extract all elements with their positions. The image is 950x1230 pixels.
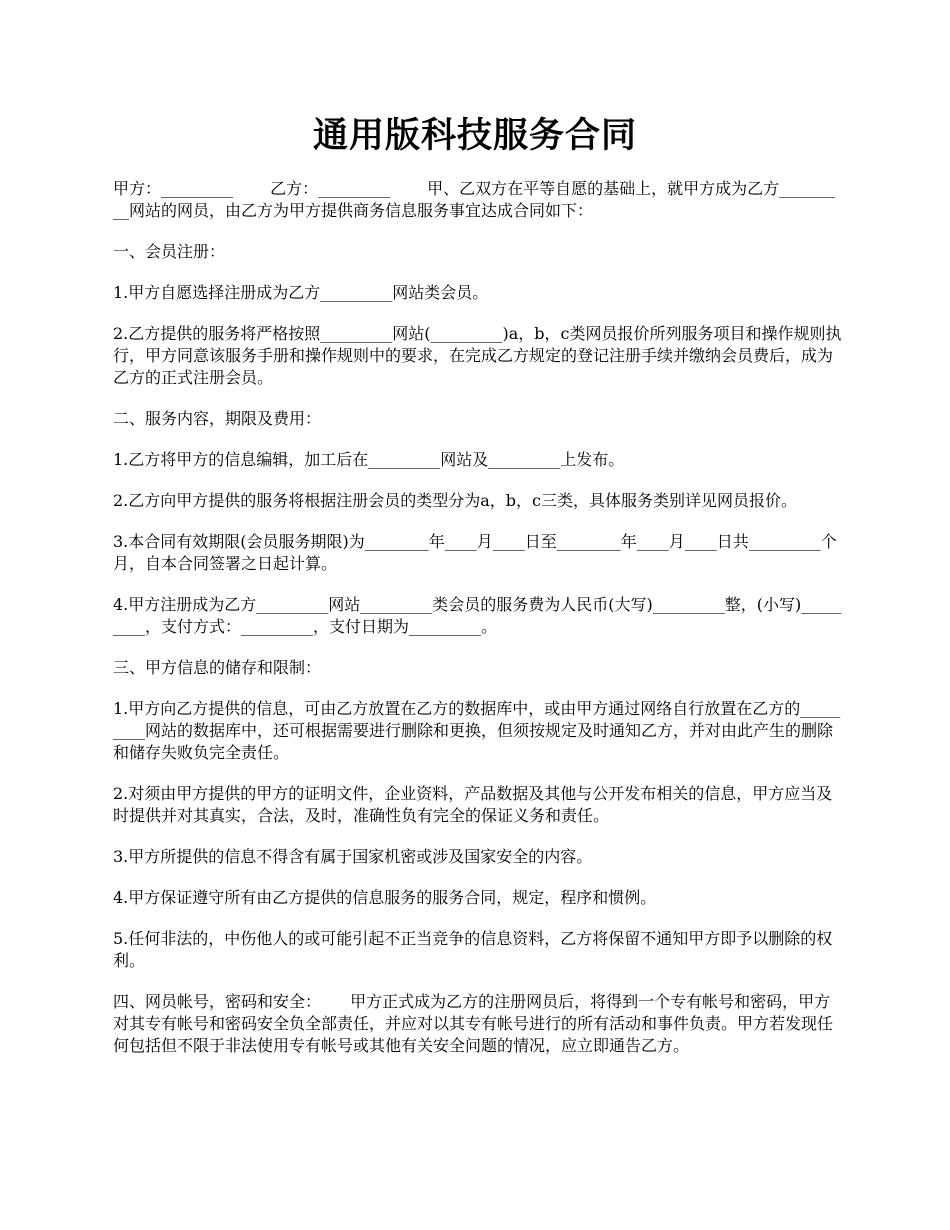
paragraph-3-2: 2.对须由甲方提供的甲方的证明文件，企业资料，产品数据及其他与公开发布相关的信息，甲方应当及时提供并对其真实，合法，及时，准确性负有完全的保证义务和责任。: [113, 784, 833, 825]
paragraph-2-1: 1.乙方将甲方的信息编辑，加工后在_________网站及_________上发布。: [113, 450, 625, 469]
section-heading-2: 二、服务内容，期限及费用：: [113, 409, 322, 428]
paragraph-3-4: 4.甲方保证遵守所有由乙方提供的信息服务的服务合同，规定，程序和惯例。: [113, 888, 657, 907]
document-body: [113, 178, 843, 1076]
paragraph-2-3: 3.本合同有效期限(会员服务期限)为________年____月____日至________年____月____日共_________个月，自本合同签署之日起计算。: [113, 532, 837, 573]
paragraph-3-1: 1.甲方向乙方提供的信息，可由乙方放置在乙方的数据库中，或由甲方通过网络自行放置在乙方的_________网站的数据库中，还可根据需要进行删除和更换，但须按规定及时通知乙方，并对由此产生的删除和储存失败负完全责任。: [113, 699, 841, 762]
paragraph-1-1: 1.甲方自愿选择注册成为乙方_________网站类会员。: [113, 283, 489, 302]
section-heading-1: 一、会员注册：: [113, 242, 226, 261]
paragraph-3-5: 5.任何非法的，中伤他人的或可能引起不正当竞争的信息资料，乙方将保留不通知甲方即予以删除的权利。: [113, 929, 833, 970]
paragraph-2-2: 2.乙方向甲方提供的服务将根据注册会员的类型分为a，b，c三类，具体服务类别详见网员报价。: [113, 491, 798, 510]
paragraph-3-3: 3.甲方所提供的信息不得含有属于国家机密或涉及国家安全的内容。: [113, 847, 593, 866]
section-heading-3: 三、甲方信息的储存和限制：: [113, 658, 322, 677]
section-heading-4: 四、网员帐号，密码和安全： 甲方正式成为乙方的注册网员后，将得到一个专有帐号和密码，甲方对其专有帐号和密码安全负全部责任，并应对以其专有帐号进行的所有活动和事件负责。甲方若发现任何包括但不限于非法使用专有帐号或其他有关安全问题的情况，应立即通告乙方。: [113, 992, 834, 1055]
paragraph-1-2: 2.乙方提供的服务将严格按照_________网站(_________)a，b，c类网员报价所列服务项目和操作规则执行，甲方同意该服务手册和操作规则中的要求，在完成乙方规定的登记注册手续并缴纳会员费后，成为乙方的正式注册会员。: [113, 324, 842, 387]
paragraph-2-4: 4.甲方注册成为乙方_________网站_________类会员的服务费为人民币(大写)_________整，(小写)_________，支付方式：_________，支付日期为_________。: [113, 595, 842, 636]
document-title: 通用版科技服务合同: [312, 115, 637, 156]
paragraph-intro: 甲方：_________ 乙方：_________ 甲、乙双方在平等自愿的基础上，就甲方成为乙方_________网站的网员，由乙方为甲方提供商务信息服务事宜达成合同如下：: [113, 179, 836, 220]
